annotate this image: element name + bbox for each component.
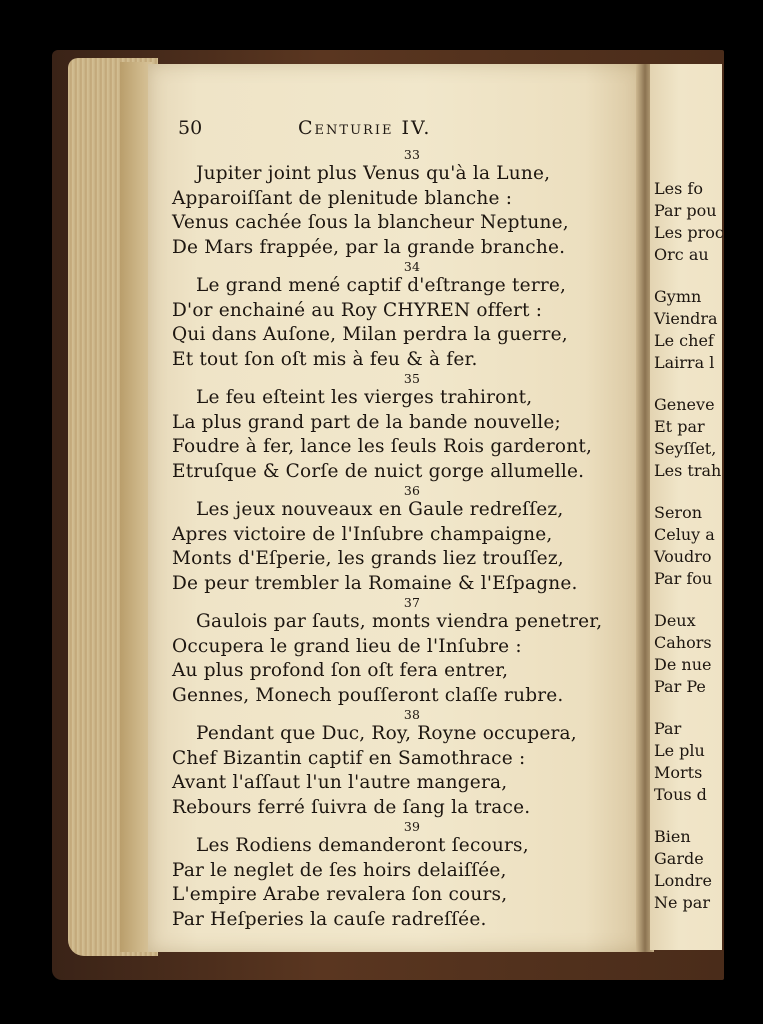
fragment-line: Deux bbox=[654, 611, 696, 630]
fragment-line: Seron bbox=[654, 503, 703, 522]
verse-line: De peur trembler la Romaine & l'Eſpagne. bbox=[172, 572, 578, 594]
verse-line: Occupera le grand lieu de l'Inſubre : bbox=[172, 635, 522, 657]
quatrain-number: 35 bbox=[403, 371, 421, 386]
fragment-line: Cahors bbox=[654, 633, 712, 652]
quatrain-number: 36 bbox=[403, 483, 421, 498]
running-header bbox=[166, 114, 636, 140]
verse-line: Par le neglet de ſes hoirs delaiſſée, bbox=[172, 859, 507, 881]
fragment-line: Tous d bbox=[654, 785, 707, 804]
verse-line: Les jeux nouveaux en Gaule redreſſez, bbox=[196, 499, 564, 520]
fragment-line: Geneve bbox=[654, 395, 715, 414]
verse-line: Pendant que Duc, Roy, Royne occupera, bbox=[196, 723, 577, 744]
fragment-line: Les trah bbox=[654, 461, 722, 480]
fragment-line: Morts bbox=[654, 763, 703, 782]
fragment-line: Le plu bbox=[654, 741, 705, 760]
fragment-line: Seyſſet, bbox=[654, 439, 717, 458]
fragment-line: Les fo bbox=[654, 179, 703, 198]
verse-line: Avant l'aſſaut l'un l'autre mangera, bbox=[172, 772, 508, 793]
verse-line: Les Rodiens demanderont ſecours, bbox=[196, 835, 529, 856]
quatrain bbox=[172, 484, 632, 596]
quatrain-list bbox=[172, 148, 632, 932]
fragment-line: Par pou bbox=[654, 201, 717, 220]
verse-line: Apres victoire de l'Inſubre champaigne, bbox=[172, 523, 553, 545]
verse-line: Rebours ferré ſuivra de ſang la trace. bbox=[172, 796, 531, 818]
fragment-line: Lairra l bbox=[654, 353, 715, 372]
quatrain-number: 39 bbox=[403, 819, 421, 834]
quatrain-number: 34 bbox=[403, 259, 421, 274]
fragment-line: Par Pe bbox=[654, 677, 706, 696]
fragment-line: Garde bbox=[654, 849, 704, 868]
fragment-line: Ne par bbox=[654, 893, 710, 912]
fragment-line: Voudro bbox=[654, 547, 712, 566]
verse-line: Gennes, Monech pouſſeront claſſe rubre. bbox=[172, 684, 564, 706]
quatrain bbox=[172, 820, 632, 932]
fragment-line: Gymn bbox=[654, 287, 702, 306]
verse-line: Etruſque & Corſe de nuict gorge allumelle. bbox=[172, 460, 585, 482]
fragment-line: Londre bbox=[654, 871, 712, 890]
fragment-line: Bien bbox=[654, 827, 691, 846]
fragment-line: Par fou bbox=[654, 569, 713, 588]
quatrain bbox=[172, 596, 632, 708]
verse-line: Par Heſperies la cauſe radreſſée. bbox=[172, 908, 487, 930]
verse-line: Au plus profond ſon oſt fera entrer, bbox=[172, 660, 509, 681]
fragment-line: Par bbox=[654, 719, 682, 738]
verse-line: Le feu eſteint les vierges trahiront, bbox=[196, 387, 533, 408]
quatrain bbox=[172, 372, 632, 484]
quatrain-number: 37 bbox=[403, 595, 421, 610]
quatrain bbox=[172, 708, 632, 820]
verse-line: Chef Bizantin captif en Samothrace : bbox=[172, 747, 526, 769]
verse-line: De Mars frappée, par la grande branche. bbox=[172, 236, 566, 258]
verse-line: Le grand mené captif d'eſtrange terre, bbox=[196, 275, 567, 296]
verse-line: Qui dans Auſone, Milan perdra la guerre, bbox=[172, 324, 568, 345]
verse-line: L'empire Arabe revalera ſon cours, bbox=[172, 884, 508, 905]
verse-line: Et tout ſon oſt mis à feu & à fer. bbox=[172, 348, 478, 370]
verse-line: Apparoiſſant de plenitude blanche : bbox=[172, 187, 513, 209]
fragment-line: Celuy a bbox=[654, 525, 715, 544]
quatrain-number: 38 bbox=[403, 707, 421, 722]
fragment-line: Orc au bbox=[654, 245, 709, 264]
fragment-line: Et par bbox=[654, 417, 705, 436]
quatrain bbox=[172, 260, 632, 372]
verse-line: Monts d'Eſperie, les grands liez trouſſez, bbox=[172, 548, 564, 569]
right-page-text bbox=[654, 178, 734, 914]
quatrain bbox=[172, 148, 632, 260]
fragment-line: De nue bbox=[654, 655, 712, 674]
verse-line: Venus cachée ſous la blancheur Neptune, bbox=[172, 212, 569, 233]
quatrain-number: 33 bbox=[403, 147, 421, 162]
fragment-line: Le chef bbox=[654, 331, 714, 350]
page-number: 50 bbox=[178, 117, 203, 139]
verse-line: Gaulois par ſauts, monts viendra penetrer, bbox=[196, 611, 603, 632]
verse-line: Jupiter joint plus Venus qu'à la Lune, bbox=[196, 163, 551, 184]
page-title: Centurie IV. bbox=[298, 117, 432, 139]
fragment-line: Les proc bbox=[654, 223, 724, 242]
verse-line: D'or enchainé au Roy CHYREN offert : bbox=[172, 299, 543, 321]
verse-line: Foudre à fer, lance les ſeuls Rois garderont, bbox=[172, 436, 593, 457]
verse-line: La plus grand part de la bande nouvelle; bbox=[172, 411, 561, 433]
fragment-line: Viendra bbox=[654, 309, 718, 328]
